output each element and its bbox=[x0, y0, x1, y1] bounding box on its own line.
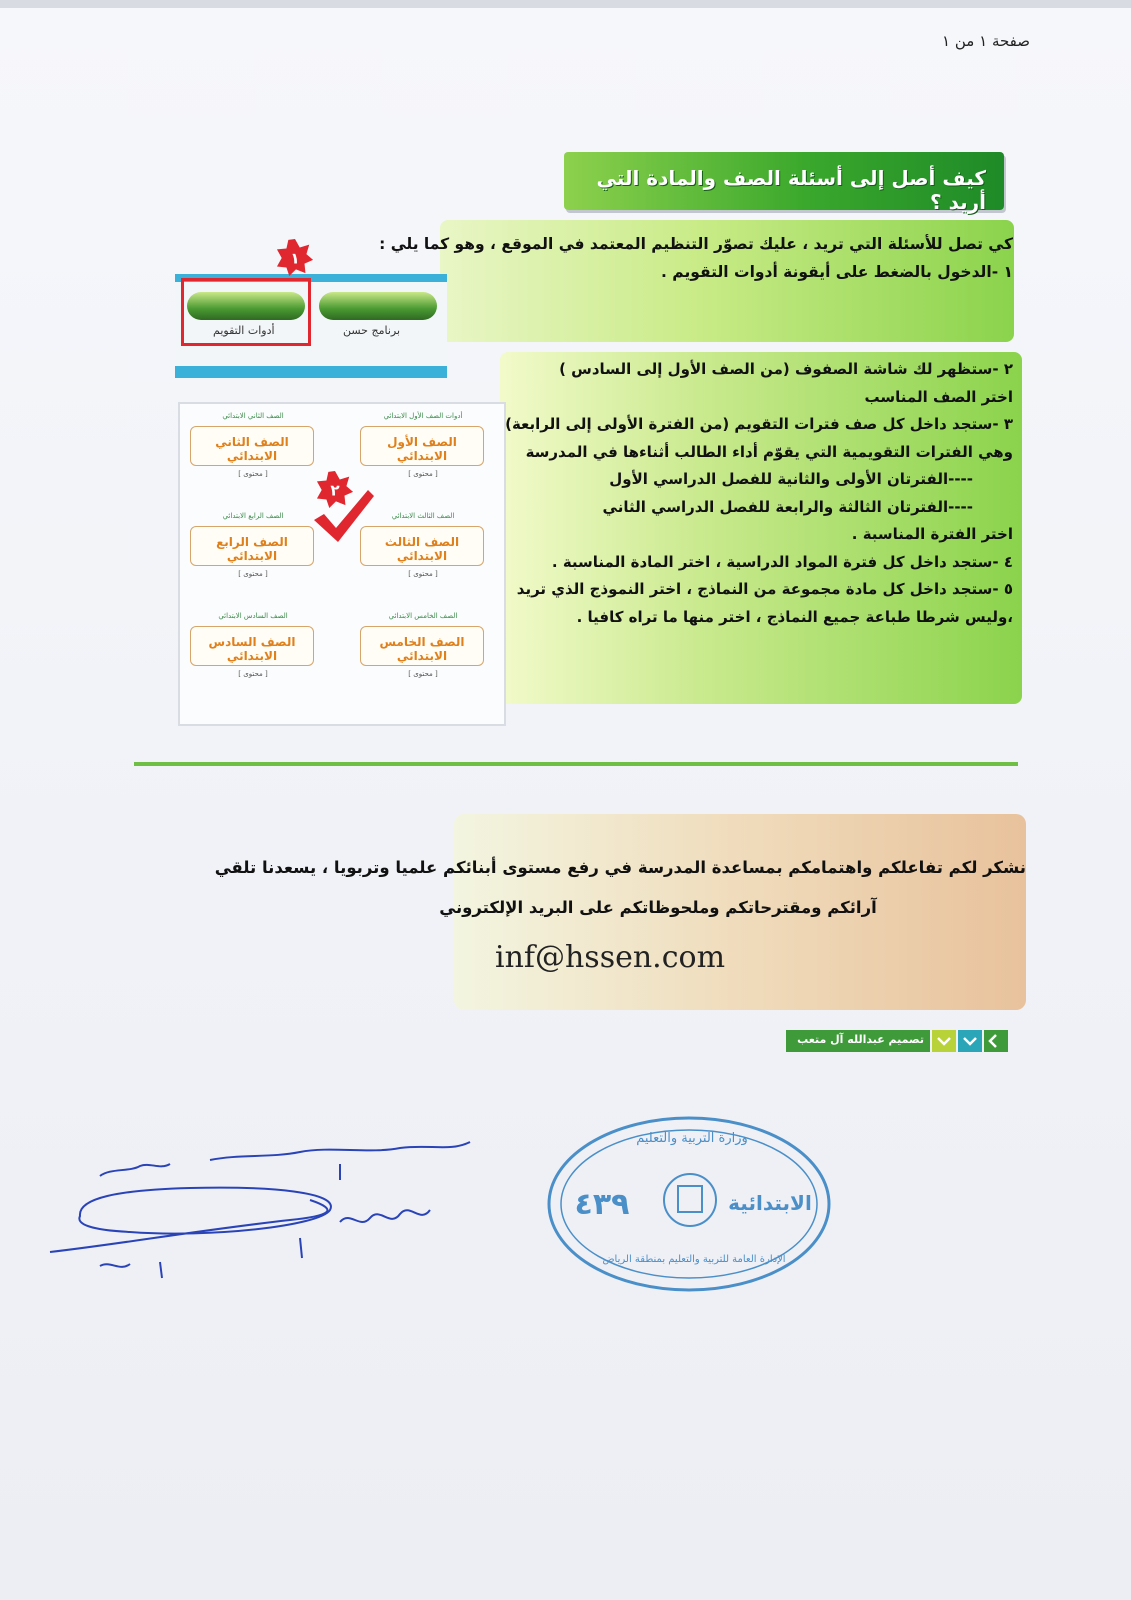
checkmark-icon bbox=[312, 486, 376, 546]
page-number: صفحة ١ من ١ bbox=[942, 32, 1030, 50]
grade-header: الصف الرابع الابتدائي bbox=[222, 512, 284, 520]
grade-label: الصف الثاني الابتدائي bbox=[215, 435, 289, 463]
grade-card bbox=[360, 612, 486, 678]
intro-line: ١ -الدخول بالضغط على أيقونة أدوات التقويم . bbox=[661, 263, 1013, 281]
grade-card bbox=[190, 412, 316, 478]
section-divider bbox=[134, 762, 1018, 766]
grade-header: الصف الثاني الابتدائي bbox=[222, 412, 284, 420]
grade-header: أدوات الصف الأول الابتدائي bbox=[383, 412, 463, 420]
intro-text bbox=[379, 230, 1013, 286]
thanks-text bbox=[190, 848, 1026, 928]
stamp-name: الابتدائية bbox=[728, 1191, 812, 1215]
handwritten-signature-icon bbox=[40, 1140, 500, 1300]
steps-list bbox=[493, 356, 1013, 631]
step-line: ٥ -ستجد داخل كل مادة مجموعة من النماذج ، اختر النموذج الذي تريد bbox=[516, 580, 1013, 598]
step-line: ----الفترتان الثالثة والرابعة للفصل الدراسي الثاني bbox=[602, 497, 973, 516]
grade-label: الصف الأول الابتدائي bbox=[387, 435, 457, 463]
grade-header: الصف السادس الابتدائي bbox=[218, 612, 288, 620]
grade-header: الصف الخامس الابتدائي bbox=[388, 612, 458, 620]
grade-label: الصف السادس الابتدائي bbox=[208, 635, 296, 663]
grade-label: الصف الثالث الابتدائي bbox=[384, 535, 460, 563]
grade-sub: [ محتوى ] bbox=[238, 570, 268, 578]
grade-label: الصف الخامس الابتدائي bbox=[379, 635, 465, 663]
step-line: ----الفترتان الأولى والثانية للفصل الدراسي الأول bbox=[609, 470, 973, 488]
grade-card bbox=[360, 412, 486, 478]
grade-sub: [ محتوى ] bbox=[408, 670, 438, 678]
programs-pill-label: برنامج حسن bbox=[343, 324, 401, 337]
grade-sub: [ محتوى ] bbox=[408, 470, 438, 478]
page-title: كيف أصل إلى أسئلة الصف والمادة التي أريد ؟ bbox=[596, 166, 986, 214]
stamp-number: ٤٣٩ bbox=[574, 1187, 630, 1222]
thanks-line: آرائكم ومقترحاتكم وملحوظاتكم على البريد الإلكتروني bbox=[439, 898, 877, 917]
stamp-bottom-text: الإدارة العامة للتربية والتعليم بمنطقة الرياض bbox=[602, 1254, 786, 1265]
scan-top-edge bbox=[0, 0, 1131, 8]
step-two-badge-number: ٢ bbox=[330, 481, 340, 500]
step-line: اختر الفترة المناسبة . bbox=[851, 525, 1013, 543]
chevron-icons bbox=[932, 1030, 1008, 1052]
toolbar-screenshot bbox=[175, 270, 447, 388]
grades-screenshot bbox=[180, 404, 504, 724]
highlight-box bbox=[181, 278, 311, 346]
step-line: ٣ -ستجد داخل كل صف فترات التقويم (من الفترة الأولى إلى الرابعة) bbox=[505, 415, 1013, 433]
grade-card bbox=[190, 612, 316, 678]
title-banner bbox=[564, 152, 1004, 214]
step-one-badge-number: ١ bbox=[290, 249, 300, 268]
step-line: وهي الفترات التقويمية التي يقوّم أداء الطالب أثناءها في المدرسة bbox=[525, 442, 1013, 461]
contact-email: inf@hssen.com bbox=[494, 940, 726, 975]
programs-pill-button bbox=[319, 292, 437, 320]
step-line: ٤ -ستجد داخل كل فترة المواد الدراسية ، اختر المادة المناسبة . bbox=[551, 552, 1013, 571]
step-line: ٢ -ستظهر لك شاشة الصفوف (من الصف الأول إلى السادس ) bbox=[559, 360, 1013, 378]
screenshot-bottom-bar bbox=[175, 366, 447, 378]
grade-header: الصف الثالث الابتدائي bbox=[391, 512, 455, 520]
intro-line: كي تصل للأسئلة التي تريد ، عليك تصوّر التنظيم المعتمد في الموقع ، وهو كما يلي : bbox=[379, 235, 1013, 253]
grade-sub: [ محتوى ] bbox=[238, 470, 268, 478]
grade-card bbox=[360, 512, 486, 578]
grade-label: الصف الرابع الابتدائي bbox=[216, 535, 288, 563]
step-line: ،وليس شرطا طباعة جميع النماذج ، اختر منها ما تراه كافيا . bbox=[576, 607, 1013, 626]
step-one-badge-icon bbox=[276, 238, 314, 276]
step-line: اختر الصف المناسب bbox=[864, 387, 1013, 406]
credit-label: تصميم عبدالله آل متعب bbox=[797, 1033, 924, 1046]
tools-pill-label: أدوات التقويم bbox=[213, 324, 275, 337]
thanks-line: نشكر لكم تفاعلكم واهتمامكم بمساعدة المدرسة في رفع مستوى أبنائكم علميا وتربويا ، يسعدنا تلقي bbox=[214, 858, 1026, 877]
design-credit bbox=[786, 1028, 1024, 1054]
stamp-top-text: وزارة التربية والتعليم bbox=[636, 1131, 748, 1146]
credit-label-box bbox=[786, 1030, 930, 1052]
grade-sub: [ محتوى ] bbox=[408, 570, 438, 578]
grade-sub: [ محتوى ] bbox=[238, 670, 268, 678]
grade-card bbox=[190, 512, 316, 578]
school-stamp-icon bbox=[544, 1112, 834, 1296]
